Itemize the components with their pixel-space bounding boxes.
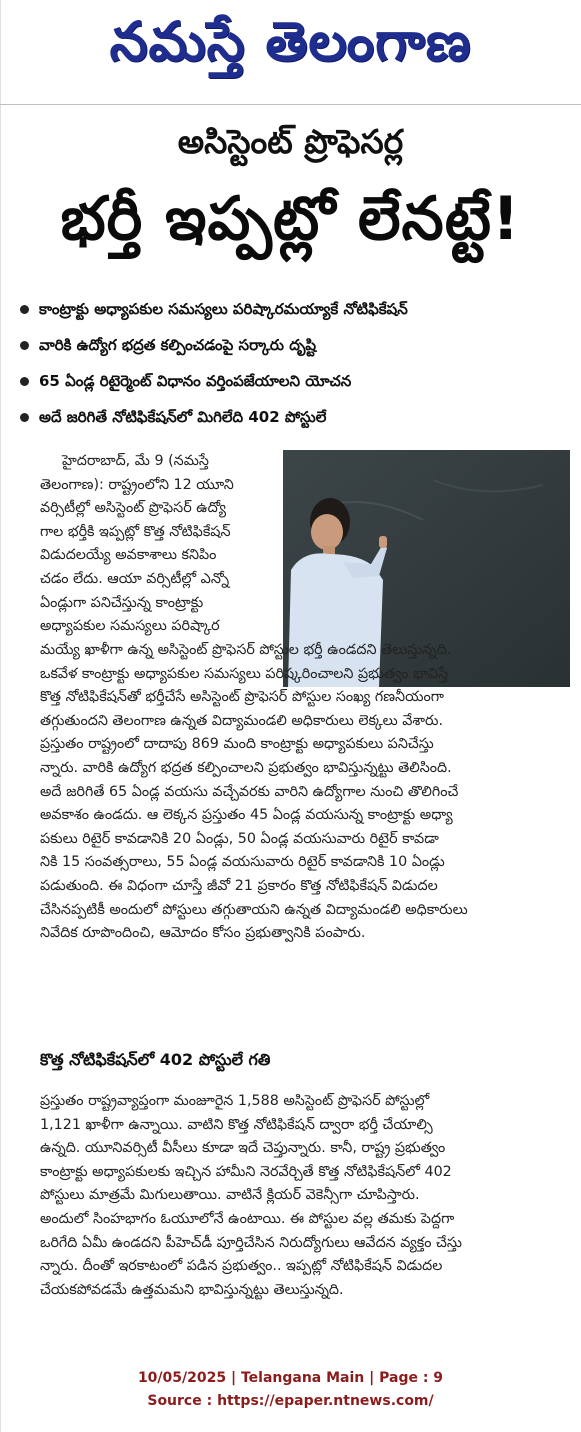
- body-line: 1,121 ఖాళీగా ఉన్నాయి. వాటిని కొత్త నోటిఫికేషన్ ద్వారా భర్తీ చేయాల్సి: [40, 1116, 433, 1133]
- body-line: హైదరాబాద్, మే 9 (నమస్తే: [62, 453, 209, 469]
- article-body: [40, 639, 570, 946]
- body-line: నికి 15 సంవత్సరాలు, 55 ఏండ్ల వయసువారు రిటైర్ కావడానికి 10 ఏండ్లు: [40, 854, 445, 871]
- body-line: ఒకవేళ కాంట్రాక్టు అధ్యాపకుల సమస్యలు పరిష్కరించాలని ప్రభుత్వం భావిస్తే: [40, 665, 448, 682]
- highlight-item: [14, 404, 574, 440]
- body-line: మయ్యే ఖాళీగా ఉన్న అసిస్టెంట్ ప్రొఫెసర్ పోస్టుల భర్తీ ఉండదని తెలుస్తున్నది.: [40, 642, 452, 658]
- article-kicker: అసిస్టెంట్ ప్రొఫెసర్ల: [177, 122, 404, 161]
- highlight-list: [14, 296, 574, 440]
- bullet-icon: [20, 377, 29, 386]
- highlight-text: 65 ఏండ్ల రిటైర్మెంట్ విధానం వర్తింపజేయాలని యోచన: [39, 372, 352, 390]
- footer-source-link[interactable]: Source : https://epaper.ntnews.com/: [147, 1393, 434, 1409]
- article-subhead: కొత్త నోటిఫికేషన్‌లో 402 పోస్టులే గతి: [40, 1050, 271, 1069]
- body-line: ఉన్నది. యూనివర్సిటీ వీసీలు కూడా ఇదే చెప్తున్నారు. కానీ, రాష్ట్ర ప్రభుత్వం: [40, 1140, 446, 1157]
- highlight-item: [14, 296, 574, 332]
- body-line: పకులు రిటైర్ కావడానికి 20 ఏండ్లు, 50 ఏండ్ల వయసువారు రిటైర్ కావడా: [40, 830, 439, 847]
- body-line: అదే జరిగితే 65 ఏండ్ల వయసు వచ్చేవరకు వారిని ఉద్యోగాల నుంచి తొలిగించే: [40, 783, 459, 800]
- masthead-logo: నమస్తే తెలంగాణ: [109, 9, 472, 73]
- highlight-item: [14, 332, 574, 368]
- body-line: కాంట్రాక్టు అధ్యాపకులకు ఇచ్చిన హామీని నెరవేర్చితే కొత్త నోటిఫికేషన్‌లో 402: [40, 1163, 452, 1180]
- body-line: చేయకపోవడమే ఉత్తమమని భావిస్తున్నట్టు తెలుస్తున్నది.: [40, 1281, 344, 1298]
- body-line: అధ్యాపకుల సమస్యలు పరిష్కార: [40, 618, 220, 635]
- body-line: ఒరిగేది ఏమీ ఉండదని పీహెచ్‌డీ పూర్తిచేసిన నిరుద్యోగులు ఆవేదన వ్యక్తం చేస్తు: [40, 1234, 462, 1251]
- body-line: గాల భర్తీకి ఇప్పట్లో కొత్త నోటిఫికేషన్: [40, 523, 231, 540]
- body-line: న్నారు. వారికి ఉద్యోగ భద్రత కల్పించాలని ప్రభుత్వం భావిస్తున్నట్టు తెలిసింది.: [40, 759, 452, 776]
- body-line: అవకాశం ఉండదు. ఆ లెక్కన ప్రస్తుతం 45 ఏండ్ల వయసున్న కాంట్రాక్టు అధ్యా: [40, 807, 453, 824]
- body-line: తెలంగాణ): రాష్ట్రంలోని 12 యూని: [40, 476, 234, 493]
- highlight-item: [14, 368, 574, 404]
- footer-dateline: 10/05/2025 | Telangana Main | Page : 9: [137, 1370, 444, 1386]
- highlight-text: కాంట్రాక్టు అధ్యాపకుల సమస్యలు పరిష్కారమయ్యాకే నోటిఫికేషన్: [39, 300, 408, 318]
- bullet-icon: [20, 341, 29, 350]
- bullet-icon: [20, 305, 29, 314]
- article-body-column: [40, 450, 276, 639]
- body-line: కొత్త నోటిఫికేషన్‌తో భర్తీచేసే అసిస్టెంట్ ప్రొఫెసర్ పోస్టుల సంఖ్య గణనీయంగా: [40, 689, 444, 706]
- body-line: అందులో సింహభాగం ఓయూలోనే ఉంటాయి. ఈ పోస్టుల వల్ల తమకు పెద్దగా: [40, 1210, 455, 1227]
- body-line: న్నారు. దీంతో ఇరకాటంలో పడిన ప్రభుత్వం.. ఇప్పట్లో నోటిఫికేషన్ విడుదల: [40, 1258, 443, 1275]
- highlight-text: వారికి ఉద్యోగ భద్రత కల్పించడంపై సర్కారు దృష్టి: [39, 336, 317, 354]
- body-line: తగ్గుతుందని తెలంగాణ ఉన్నత విద్యామండలి అధికారులు లెక్కలు వేశారు.: [40, 712, 443, 729]
- body-line: ప్రస్తుతం రాష్ట్రవ్యాప్తంగా మంజూరైన 1,588 అసిస్టెంట్ ప్రొఫెసర్ పోస్టుల్లో: [40, 1093, 430, 1109]
- body-line: నివేదిక రూపొందించి, ఆమోదం కోసం ప్రభుత్వానికి పంపారు.: [40, 925, 366, 942]
- body-line: ఏండ్లుగా పనిచేస్తున్న కాంట్రాక్టు: [40, 594, 204, 611]
- highlight-text: అదే జరిగితే నోటిఫికేషన్‌లో మిగిలేది 402 పోస్టులే: [39, 408, 327, 426]
- body-line: ప్రస్తుతం రాష్ట్రంలో దాదాపు 869 మంది కాంట్రాక్టు అధ్యాపకులు పనిచేస్తు: [40, 736, 434, 753]
- body-line: వర్సిటీల్లో అసిస్టెంట్ ప్రొఫెసర్ ఉద్యో: [40, 500, 227, 517]
- body-line: పోస్టులు మాత్రమే మిగులుతాయి. వాటినే క్లియర్ వెకెన్సీగా చూపిస్తారు.: [40, 1187, 420, 1204]
- article-headline: భర్తీ ఇప్పట్లో లేనట్టే!: [60, 184, 521, 254]
- masthead: [0, 0, 581, 96]
- body-line: చేసినప్పటికీ అందులో పోస్టులు తగ్గుతాయని ఉన్నత విద్యామండలి అధికారులు: [40, 901, 468, 918]
- body-line: చడం లేదు. ఆయా వర్సిటీల్లో ఎన్నో: [40, 570, 230, 587]
- body-line: విడుదలయ్యే అవకాశాలు కనిపిం: [40, 547, 217, 564]
- bullet-icon: [20, 413, 29, 422]
- masthead-divider: [0, 104, 581, 105]
- body-line: పడుతుంది. ఈ విధంగా చూస్తే జీవో 21 ప్రకారం కొత్త నోటిఫికేషన్ విడుదల: [40, 877, 438, 894]
- article-body-continued: [40, 1090, 570, 1302]
